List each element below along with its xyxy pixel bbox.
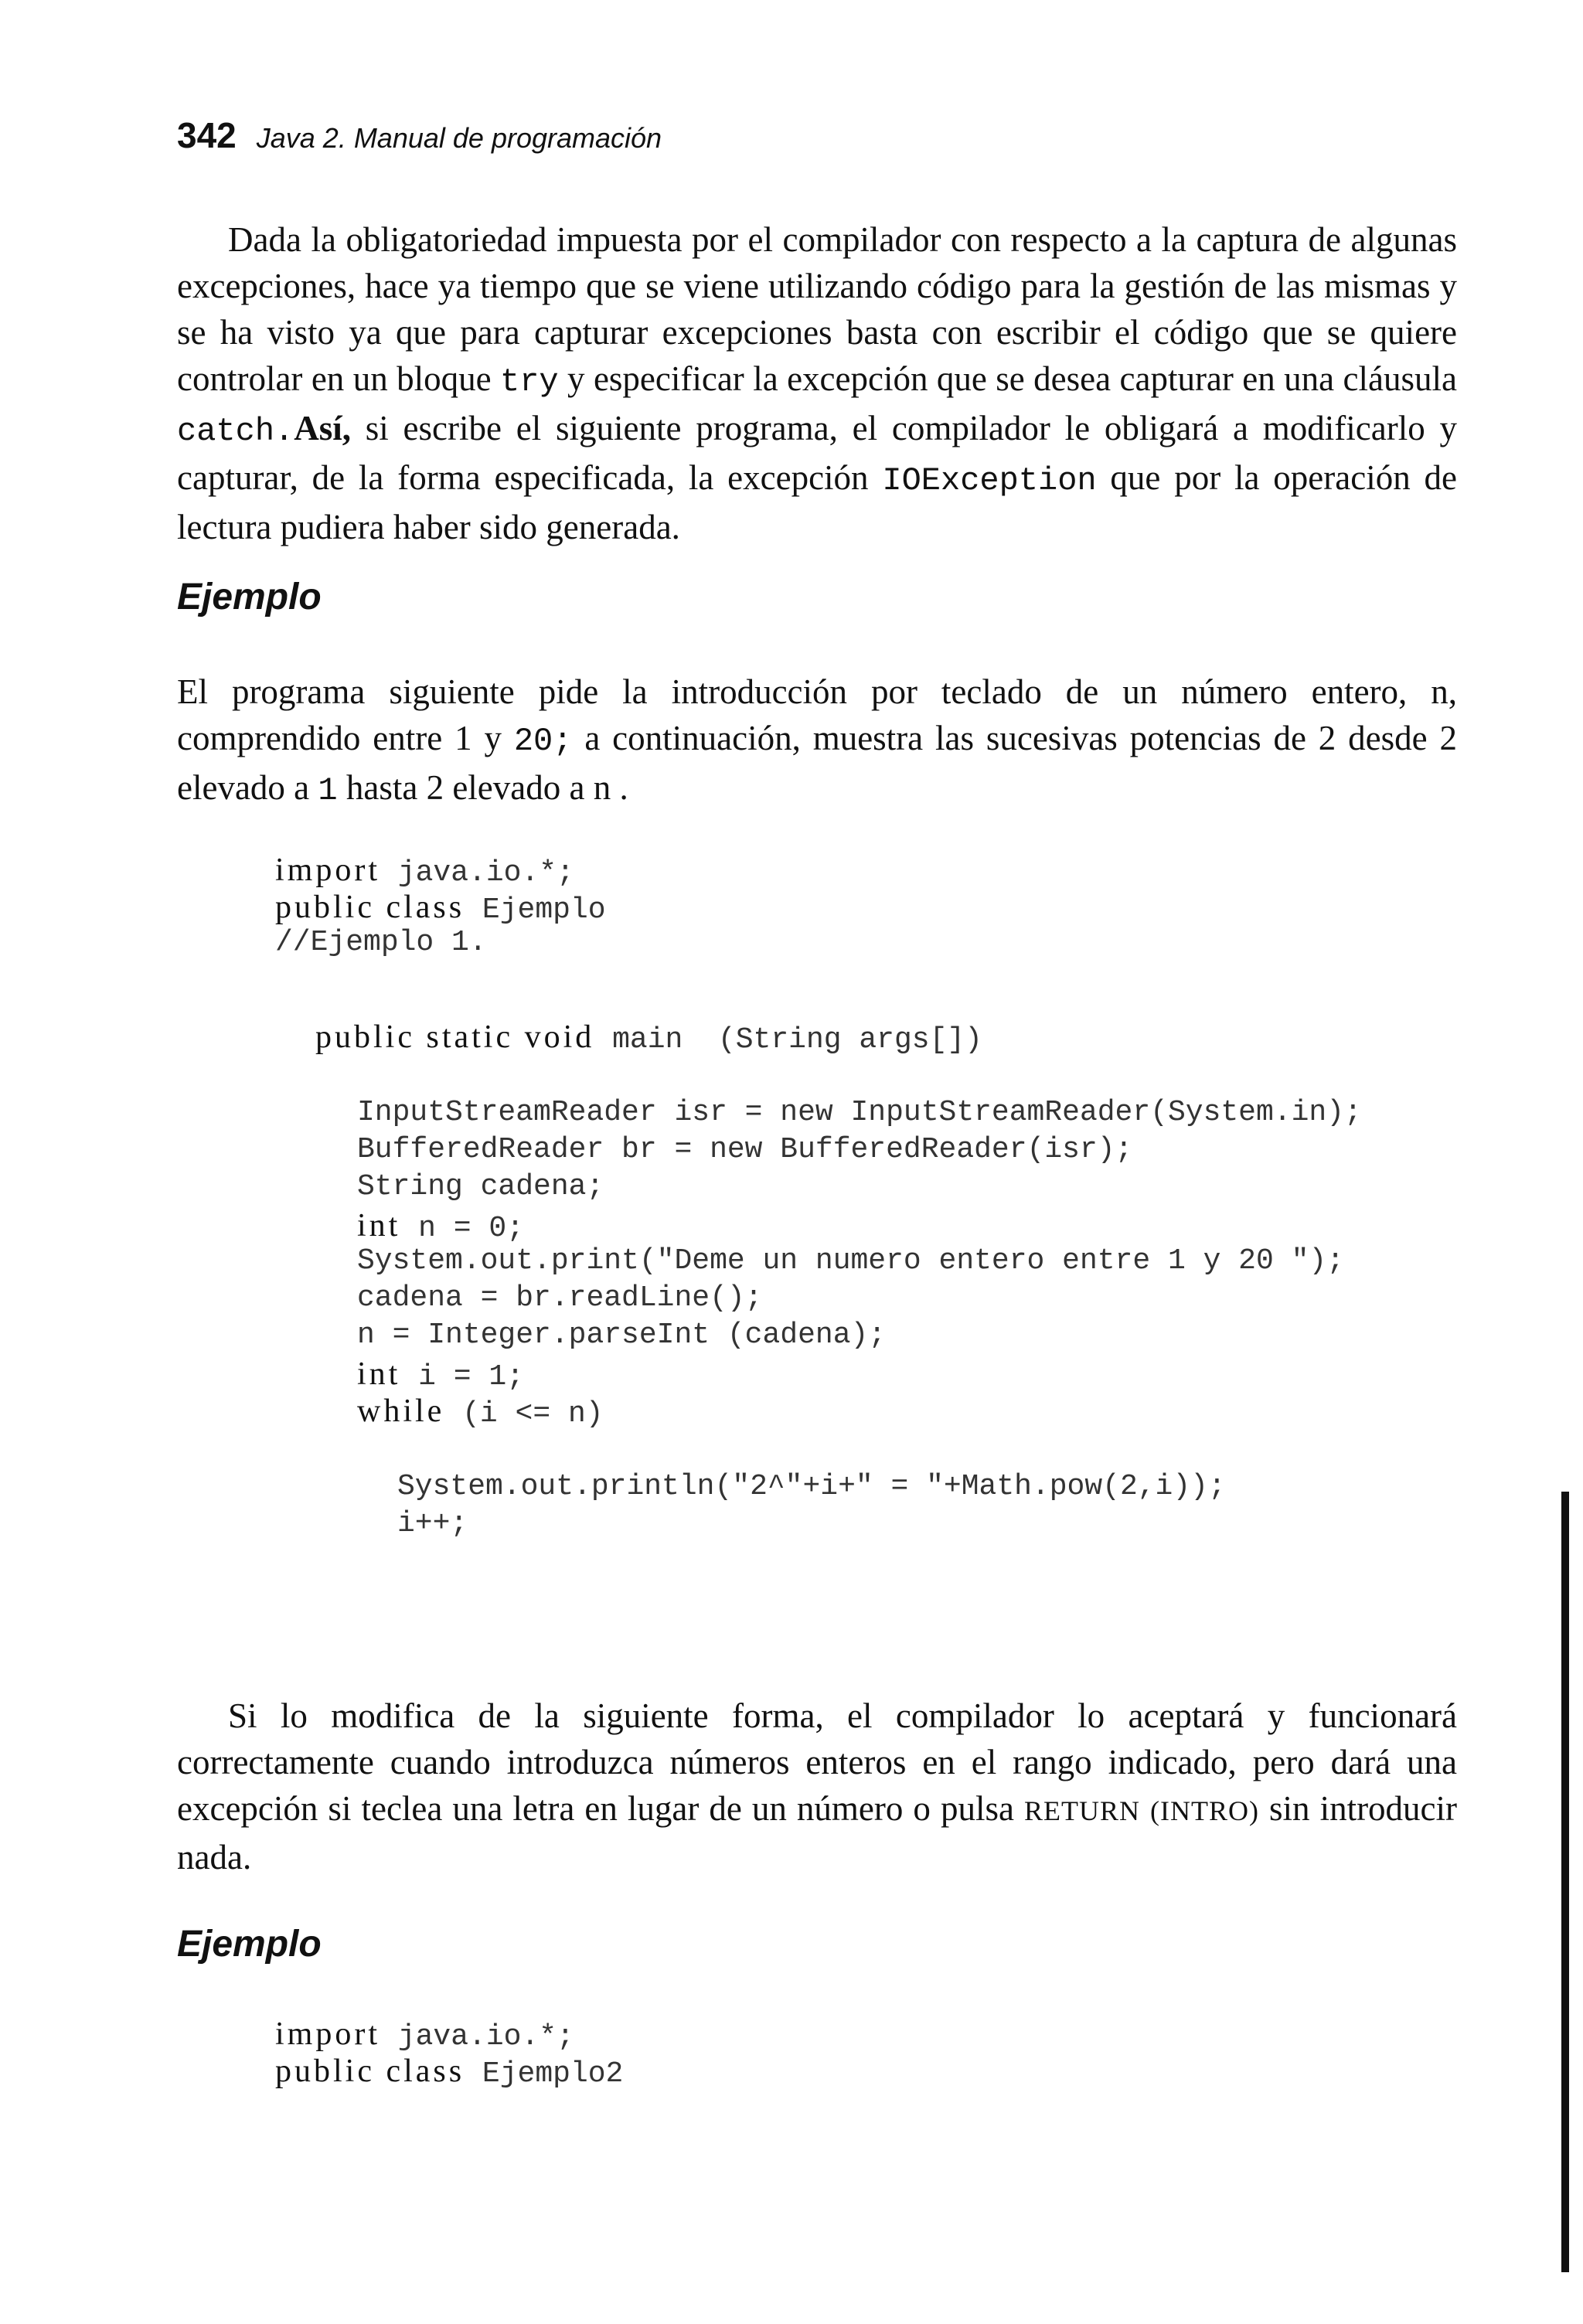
- code-line: [357, 1096, 1362, 1129]
- code-keyword: public static void: [315, 1019, 595, 1055]
- code-keyword: int: [357, 1208, 401, 1244]
- paragraph-intro: [177, 216, 1457, 550]
- section-heading-ejemplo-1: Ejemplo: [177, 577, 322, 618]
- code-line: [275, 926, 487, 959]
- inline-code-1: 1: [318, 772, 338, 809]
- code-line: [397, 1470, 1226, 1503]
- page-header: [177, 114, 662, 156]
- code-line: [357, 1207, 524, 1245]
- paragraph-text: y especificar la excepción que se desea capturar en una cláusula: [558, 359, 1457, 398]
- code-text: (i <= n): [444, 1397, 604, 1431]
- paragraph-text: que por la operación de lectura pudiera haber sido generada.: [177, 458, 1457, 546]
- code-keyword: public class: [275, 890, 465, 925]
- code-keyword: public class: [275, 2053, 465, 2089]
- inline-code-ioexception: IOException: [882, 462, 1097, 499]
- paragraph-text: sin introducir nada.: [177, 1789, 1458, 1877]
- code-text: n = 0;: [400, 1212, 524, 1245]
- code-line: [315, 1019, 982, 1057]
- code-line: [357, 1393, 604, 1431]
- code-text: System.out.print("Deme un numero entero entre 1 y 20 ");: [357, 1244, 1345, 1278]
- paragraph-text: a continuación, muestra las sucesivas potencias de 2 desde 2 elevado a: [177, 719, 1457, 807]
- code-line: [357, 1356, 524, 1393]
- paragraph-text: El programa siguiente pide la introducción por teclado de un número entero, n, comprendido entre 1 y: [177, 672, 1457, 757]
- inline-code-try: try: [500, 363, 559, 400]
- code-keyword: import: [275, 852, 380, 888]
- code-text: i = 1;: [400, 1360, 524, 1393]
- code-text: java.io.*;: [380, 856, 574, 890]
- running-title: Java 2. Manual de programación: [256, 122, 662, 154]
- paragraph-modification-note: [177, 1693, 1457, 1880]
- code-line: [357, 1281, 763, 1315]
- bold-text: Así,: [294, 409, 351, 447]
- code-text: java.io.*;: [380, 2020, 574, 2053]
- key-name-return: RETURN: [1023, 1795, 1140, 1826]
- paragraph-text: hasta 2 elevado a n .: [337, 768, 628, 807]
- page-number: 342: [177, 115, 237, 155]
- inline-code-20: 20;: [513, 723, 573, 760]
- paragraph-example-description: [177, 669, 1457, 814]
- code-line: [357, 1133, 1132, 1166]
- code-keyword: import: [275, 2016, 380, 2052]
- code-text: Ejemplo: [465, 893, 606, 927]
- code-line: [275, 2053, 623, 2091]
- paragraph-text: si escribe el siguiente programa, el compilador le obligará a modificarlo y capturar, de la forma especificada, la excepción: [177, 409, 1457, 497]
- code-line: [357, 1170, 604, 1203]
- code-line: [275, 889, 606, 927]
- code-text: BufferedReader br = new BufferedReader(isr);: [357, 1133, 1133, 1166]
- code-line: [357, 1244, 1344, 1278]
- code-line: [357, 1319, 886, 1352]
- code-text: n = Integer.parseInt (cadena);: [357, 1319, 887, 1352]
- code-text: cadena = br.readLine();: [357, 1281, 763, 1315]
- code-keyword: while: [357, 1393, 445, 1429]
- section-heading-ejemplo-2: Ejemplo: [177, 1924, 322, 1965]
- paragraph-text: Si lo modifica de la siguiente forma, el compilador lo aceptará y funcionará correctamente cuando introduzca números enteros en el rango indicado, pero dará una excepción si teclea una letra en lugar de un número o pulsa: [177, 1696, 1457, 1828]
- code-line: [397, 1507, 468, 1540]
- code-comment: //Ejemplo 1.: [275, 926, 487, 959]
- code-text: System.out.println("2^"+i+" = "+Math.pow(2,i));: [397, 1470, 1226, 1503]
- code-text: main (String args[]): [594, 1023, 982, 1057]
- code-line: [275, 852, 574, 890]
- code-text: Ejemplo2: [465, 2057, 624, 2091]
- code-line: [275, 2016, 574, 2053]
- scan-margin-bar: [1561, 1492, 1569, 2272]
- code-keyword: int: [357, 1356, 401, 1392]
- code-text: InputStreamReader isr = new InputStreamReader(System.in);: [357, 1096, 1362, 1129]
- code-text: i++;: [397, 1507, 468, 1540]
- paragraph-text: Dada la obligatoriedad impuesta por el compilador con respecto a la captura de algunas excepciones, hace ya tiempo que se viene utilizando código para la gestión de las mismas y se ha visto ya que para capturar excepciones basta con escribir el código que se quiere controlar en un bloque: [177, 220, 1457, 398]
- paragraph-text: [1140, 1789, 1150, 1828]
- key-name-intro: (INTRO): [1150, 1795, 1259, 1826]
- inline-code-catch: catch.: [177, 413, 294, 450]
- code-text: String cadena;: [357, 1170, 604, 1203]
